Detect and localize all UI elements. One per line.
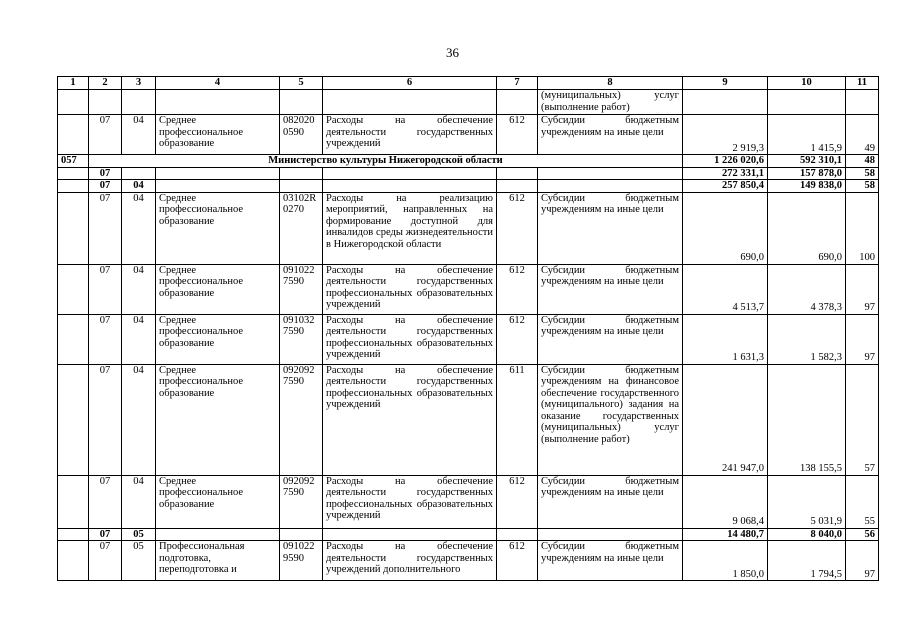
header-cell: 1	[58, 77, 89, 90]
plan-amount-cell: 1 850,0	[683, 541, 768, 581]
plan-amount-cell	[683, 90, 768, 115]
actual-amount-cell: 157 878,0	[768, 167, 846, 180]
target-code-cell: 082020 0590	[280, 115, 323, 155]
empty-cell	[538, 167, 683, 180]
table-row	[58, 475, 879, 528]
section-code-cell: 07	[89, 115, 122, 155]
table-row	[58, 364, 879, 475]
plan-amount-cell: 9 068,4	[683, 475, 768, 528]
percent-cell: 48	[846, 155, 879, 168]
section-code-cell: 07	[89, 364, 122, 475]
percent-cell: 58	[846, 167, 879, 180]
expense-type-name-cell: Субсидии бюджетным учреждениям на иные цели	[538, 115, 683, 155]
header-cell: 10	[768, 77, 846, 90]
section-name-cell: Среднее профессиональное образование	[156, 314, 280, 364]
empty-cell	[58, 314, 89, 364]
expense-type-name-cell: Субсидии бюджетным учреждениям на иные цели	[538, 314, 683, 364]
subsection-code-cell: 04	[122, 364, 156, 475]
section-name-cell: Среднее профессиональное образование	[156, 115, 280, 155]
budget-table	[57, 76, 879, 581]
target-code-cell: 092092 7590	[280, 364, 323, 475]
section-code-cell: 07	[89, 264, 122, 314]
target-code-cell: 091032 7590	[280, 314, 323, 364]
percent-cell	[846, 90, 879, 115]
section-name-cell	[156, 90, 280, 115]
section-code-cell: 07	[89, 192, 122, 264]
section-name-cell: Среднее профессиональное образование	[156, 192, 280, 264]
percent-cell: 58	[846, 180, 879, 193]
expense-type-cell: 612	[497, 115, 538, 155]
table-row	[58, 115, 879, 155]
section-name-cell: Среднее профессиональное образование	[156, 264, 280, 314]
percent-cell: 56	[846, 528, 879, 541]
expense-type-cell: 612	[497, 264, 538, 314]
empty-cell	[497, 167, 538, 180]
percent-cell: 55	[846, 475, 879, 528]
subsection-code-cell: 04	[122, 192, 156, 264]
subtotal-row	[58, 167, 879, 180]
target-code-cell: 091022 7590	[280, 264, 323, 314]
target-code-cell: 03102R 0270	[280, 192, 323, 264]
ministry-title-cell: Министерство культуры Нижегородской области	[89, 155, 683, 168]
plan-amount-cell: 1 226 020,6	[683, 155, 768, 168]
percent-cell: 49	[846, 115, 879, 155]
expense-type-name-cell: Субсидии бюджетным учреждениям на иные цели	[538, 264, 683, 314]
section-code-cell: 07	[89, 167, 122, 180]
header-cell: 7	[497, 77, 538, 90]
expense-description-cell	[323, 90, 497, 115]
percent-cell: 57	[846, 364, 879, 475]
percent-cell: 97	[846, 264, 879, 314]
empty-cell	[280, 528, 323, 541]
actual-amount-cell: 690,0	[768, 192, 846, 264]
expense-type-name-cell: Субсидии бюджетным учреждениям на иные цели	[538, 192, 683, 264]
section-code-cell: 07	[89, 180, 122, 193]
empty-cell	[323, 180, 497, 193]
empty-cell	[58, 115, 89, 155]
plan-amount-cell: 257 850,4	[683, 180, 768, 193]
subtotal-row	[58, 180, 879, 193]
table-header-row	[58, 77, 879, 90]
empty-cell	[156, 528, 280, 541]
empty-cell	[156, 167, 280, 180]
expense-type-name-cell: Субсидии бюджетным учреждениям на иные цели	[538, 475, 683, 528]
plan-amount-cell: 272 331,1	[683, 167, 768, 180]
subsection-code-cell: 04	[122, 475, 156, 528]
expense-type-cell: 612	[497, 541, 538, 581]
empty-cell	[58, 167, 89, 180]
actual-amount-cell: 1 582,3	[768, 314, 846, 364]
ministry-row	[58, 155, 879, 168]
header-cell: 9	[683, 77, 768, 90]
expense-type-cell: 612	[497, 192, 538, 264]
plan-amount-cell: 4 513,7	[683, 264, 768, 314]
expense-description-cell: Расходы на обеспечение деятельности государственных учреждений	[323, 115, 497, 155]
table-row	[58, 314, 879, 364]
plan-amount-cell: 2 919,3	[683, 115, 768, 155]
empty-cell	[156, 180, 280, 193]
percent-cell: 100	[846, 192, 879, 264]
expense-description-cell: Расходы на обеспечение деятельности государственных учреждений дополнительного	[323, 541, 497, 581]
subtotal-row	[58, 528, 879, 541]
actual-amount-cell	[768, 90, 846, 115]
actual-amount-cell: 4 378,3	[768, 264, 846, 314]
table-row	[58, 541, 879, 581]
actual-amount-cell: 592 310,1	[768, 155, 846, 168]
subsection-code-cell: 04	[122, 314, 156, 364]
expense-description-cell: Расходы на обеспечение деятельности государственных профессиональных образовательных учреждений	[323, 314, 497, 364]
actual-amount-cell: 138 155,5	[768, 364, 846, 475]
subsection-code-cell: 04	[122, 115, 156, 155]
empty-cell	[497, 528, 538, 541]
header-cell: 4	[156, 77, 280, 90]
expense-description-cell: Расходы на обеспечение деятельности государственных профессиональных образовательных учреждений	[323, 475, 497, 528]
plan-amount-cell: 241 947,0	[683, 364, 768, 475]
plan-amount-cell: 690,0	[683, 192, 768, 264]
actual-amount-cell: 149 838,0	[768, 180, 846, 193]
percent-cell: 97	[846, 541, 879, 581]
empty-cell	[323, 528, 497, 541]
expense-type-name-cell: Субсидии бюджетным учреждениям на иные цели	[538, 541, 683, 581]
page-number: 36	[446, 45, 459, 60]
section-code-cell: 07	[89, 314, 122, 364]
expense-description-cell: Расходы на обеспечение деятельности государственных профессиональных образовательных учреждений	[323, 264, 497, 314]
expense-type-cell: 611	[497, 364, 538, 475]
empty-cell	[538, 528, 683, 541]
expense-type-cell: 612	[497, 475, 538, 528]
section-code-cell	[89, 90, 122, 115]
expense-type-cell	[497, 90, 538, 115]
plan-amount-cell: 1 631,3	[683, 314, 768, 364]
subsection-code-cell: 05	[122, 528, 156, 541]
empty-cell	[497, 180, 538, 193]
target-code-cell: 092092 7590	[280, 475, 323, 528]
empty-cell	[58, 528, 89, 541]
header-cell: 11	[846, 77, 879, 90]
header-cell: 2	[89, 77, 122, 90]
actual-amount-cell: 1 794,5	[768, 541, 846, 581]
section-code-cell: 07	[89, 528, 122, 541]
table-row	[58, 192, 879, 264]
section-name-cell: Среднее профессиональное образование	[156, 475, 280, 528]
header-cell: 5	[280, 77, 323, 90]
subsection-code-cell: 05	[122, 541, 156, 581]
table-row	[58, 264, 879, 314]
table-row	[58, 90, 879, 115]
subsection-code-cell	[122, 90, 156, 115]
actual-amount-cell: 1 415,9	[768, 115, 846, 155]
header-cell: 8	[538, 77, 683, 90]
expense-description-cell: Расходы на реализацию мероприятий, направленных на формирование доступной для инвалидов среды жизнедеятельности в Нижегородской области	[323, 192, 497, 264]
section-code-cell: 07	[89, 541, 122, 581]
expense-type-name-cell: Субсидии бюджетным учреждениям на финансовое обеспечение государственного (муниципального) задания на оказание государственных (муниципальных) услуг (выполнение работ)	[538, 364, 683, 475]
subsection-code-cell: 04	[122, 264, 156, 314]
expense-type-name-cell: (муниципальных) услуг (выполнение работ)	[538, 90, 683, 115]
empty-cell	[58, 364, 89, 475]
empty-cell	[280, 167, 323, 180]
actual-amount-cell: 5 031,9	[768, 475, 846, 528]
empty-cell	[58, 90, 89, 115]
empty-cell	[280, 180, 323, 193]
empty-cell	[58, 264, 89, 314]
subsection-code-cell	[122, 167, 156, 180]
empty-cell	[323, 167, 497, 180]
empty-cell	[58, 192, 89, 264]
empty-cell	[58, 541, 89, 581]
header-cell: 6	[323, 77, 497, 90]
empty-cell	[538, 180, 683, 193]
section-name-cell: Среднее профессиональное образование	[156, 364, 280, 475]
plan-amount-cell: 14 480,7	[683, 528, 768, 541]
expense-description-cell: Расходы на обеспечение деятельности государственных профессиональных образовательных учреждений	[323, 364, 497, 475]
subsection-code-cell: 04	[122, 180, 156, 193]
section-code-cell: 07	[89, 475, 122, 528]
header-cell: 3	[122, 77, 156, 90]
expense-type-cell: 612	[497, 314, 538, 364]
target-code-cell: 091022 9590	[280, 541, 323, 581]
empty-cell	[58, 475, 89, 528]
ministry-code-cell: 057	[58, 155, 89, 168]
percent-cell: 97	[846, 314, 879, 364]
target-code-cell	[280, 90, 323, 115]
empty-cell	[58, 180, 89, 193]
section-name-cell: Профессиональная подготовка, переподготовка и	[156, 541, 280, 581]
actual-amount-cell: 8 040,0	[768, 528, 846, 541]
